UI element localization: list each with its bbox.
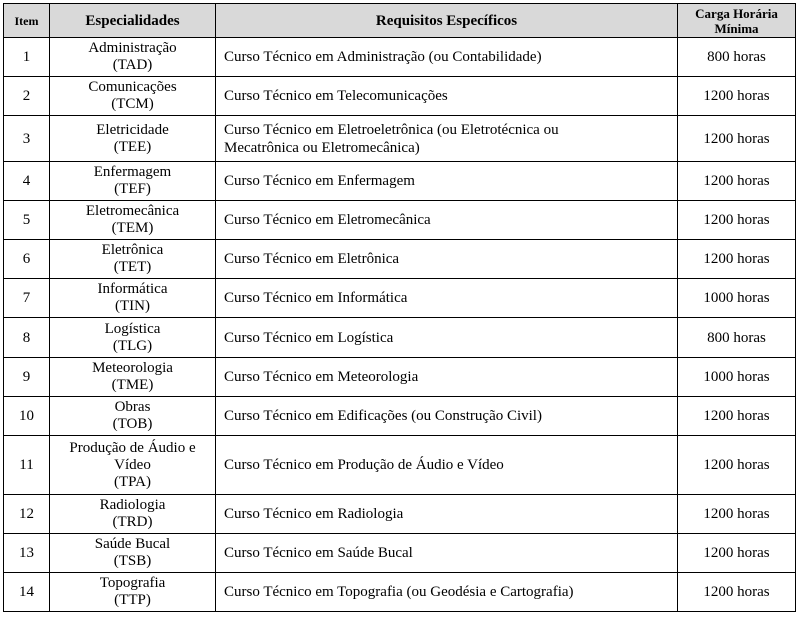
item-number-cell: 4 — [4, 162, 50, 201]
specialty-code: (TEM) — [111, 220, 154, 236]
specialty-cell — [50, 77, 216, 116]
requirement-text: Curso Técnico em Radiologia — [224, 506, 404, 522]
specialty-name: Eletromecânica — [85, 203, 180, 219]
specialty-code: (TTP) — [114, 592, 151, 608]
requirement-cell — [216, 358, 678, 397]
item-number-cell: 1 — [4, 38, 50, 77]
specialty-code: (TSB) — [113, 553, 152, 569]
specialty-cell — [50, 573, 216, 612]
specialty-cell — [50, 495, 216, 534]
requirement-cell — [216, 318, 678, 358]
table-row — [4, 240, 796, 279]
specialty-name: Topografia — [99, 575, 166, 591]
table-row — [4, 201, 796, 240]
hours-cell: 1200 horas — [678, 116, 796, 162]
requirement-text: Curso Técnico em Eletrônica — [224, 251, 400, 267]
item-number-cell: 12 — [4, 495, 50, 534]
table-row — [4, 397, 796, 436]
item-number-cell: 7 — [4, 279, 50, 318]
specialty-name: Informática — [97, 281, 168, 297]
table-row — [4, 116, 796, 162]
specialty-name-cont: Vídeo — [114, 456, 151, 473]
specialty-cell — [50, 116, 216, 162]
item-number-cell: 11 — [4, 436, 50, 495]
specialty-code: (TET) — [113, 259, 152, 275]
specialty-name: Produção de Áudio e — [69, 439, 196, 456]
table-row — [4, 436, 796, 495]
requirement-text: Curso Técnico em Administração (ou Contabilidade) — [224, 49, 542, 65]
specialty-code: (TAD) — [112, 57, 153, 73]
table-row — [4, 573, 796, 612]
specialty-cell — [50, 240, 216, 279]
item-number-cell: 3 — [4, 116, 50, 162]
hours-cell: 800 horas — [678, 38, 796, 77]
table-row — [4, 279, 796, 318]
specialty-cell — [50, 201, 216, 240]
requirement-text: Curso Técnico em Edificações (ou Construção Civil) — [224, 408, 542, 424]
requirement-text: Curso Técnico em Eletromecânica — [224, 212, 431, 228]
requirement-text-cont: Mecatrônica ou Eletromecânica) — [224, 139, 420, 156]
specialty-cell — [50, 162, 216, 201]
requirement-cell — [216, 201, 678, 240]
hours-cell: 1000 horas — [678, 358, 796, 397]
specialty-code: (TOB) — [112, 416, 153, 432]
table-row — [4, 318, 796, 358]
hours-cell: 1200 horas — [678, 162, 796, 201]
hours-cell: 1200 horas — [678, 397, 796, 436]
specialty-cell — [50, 358, 216, 397]
requirement-cell — [216, 38, 678, 77]
requirement-text: Curso Técnico em Saúde Bucal — [224, 545, 413, 561]
requirement-text: Curso Técnico em Topografia (ou Geodésia e Cartografia) — [224, 584, 574, 600]
specialty-name: Enfermagem — [93, 164, 172, 180]
specialty-name: Administração — [88, 40, 177, 56]
item-number-cell: 9 — [4, 358, 50, 397]
header-row — [4, 4, 796, 38]
specialty-cell — [50, 318, 216, 358]
specialty-name: Obras — [114, 399, 151, 415]
table-row — [4, 534, 796, 573]
header-requisitos: Requisitos Específicos — [216, 4, 678, 38]
specialty-code: (TIN) — [115, 298, 150, 314]
requirement-cell — [216, 77, 678, 116]
hours-cell: 1200 horas — [678, 201, 796, 240]
hours-cell: 1200 horas — [678, 77, 796, 116]
requirement-text: Curso Técnico em Meteorologia — [224, 369, 419, 385]
specialty-name: Comunicações — [88, 79, 177, 95]
header-item: Item — [4, 4, 50, 38]
specialty-cell — [50, 436, 216, 495]
item-number-cell: 10 — [4, 397, 50, 436]
specialty-name: Logística — [104, 320, 161, 337]
table-row — [4, 358, 796, 397]
item-number-cell: 13 — [4, 534, 50, 573]
header-carga-line1: Carga Horária — [695, 5, 778, 21]
specialty-code: (TEF) — [114, 181, 151, 197]
header-carga-line2: Mínima — [714, 20, 759, 36]
hours-cell: 800 horas — [678, 318, 796, 358]
specialty-code: (TCM) — [111, 96, 154, 112]
specialty-name: Saúde Bucal — [94, 536, 171, 552]
specialty-name: Radiologia — [99, 497, 166, 513]
specialty-cell — [50, 397, 216, 436]
hours-cell: 1200 horas — [678, 495, 796, 534]
item-number-cell: 2 — [4, 77, 50, 116]
requirement-cell — [216, 240, 678, 279]
specialty-code: (TPA) — [114, 473, 151, 490]
header-carga-horaria — [678, 4, 796, 38]
requirement-cell — [216, 495, 678, 534]
table-row — [4, 495, 796, 534]
hours-cell: 1200 horas — [678, 573, 796, 612]
specialty-name: Eletricidade — [96, 121, 169, 138]
header-especialidades: Especialidades — [50, 4, 216, 38]
requirement-text: Curso Técnico em Informática — [224, 290, 408, 306]
requirement-text: Curso Técnico em Logística — [224, 329, 394, 346]
specialty-cell — [50, 38, 216, 77]
specialty-name: Meteorologia — [92, 360, 173, 376]
requirement-cell — [216, 397, 678, 436]
hours-cell: 1200 horas — [678, 240, 796, 279]
specialty-code: (TLG) — [112, 337, 153, 354]
table-row — [4, 38, 796, 77]
requirement-text: Curso Técnico em Produção de Áudio e Vídeo — [224, 457, 504, 473]
requirement-cell — [216, 534, 678, 573]
specialty-code: (TEE) — [113, 138, 152, 155]
specialty-code: (TRD) — [112, 514, 153, 530]
specialty-name: Eletrônica — [101, 242, 164, 258]
requirement-cell — [216, 279, 678, 318]
requirement-cell — [216, 436, 678, 495]
table-row — [4, 162, 796, 201]
hours-cell: 1000 horas — [678, 279, 796, 318]
hours-cell: 1200 horas — [678, 436, 796, 495]
requirement-cell — [216, 116, 678, 162]
hours-cell: 1200 horas — [678, 534, 796, 573]
table-row — [4, 77, 796, 116]
specialty-cell — [50, 279, 216, 318]
item-number-cell: 5 — [4, 201, 50, 240]
requirements-table — [3, 3, 796, 612]
item-number-cell: 6 — [4, 240, 50, 279]
specialty-cell — [50, 534, 216, 573]
item-number-cell: 8 — [4, 318, 50, 358]
requirement-text: Curso Técnico em Eletroeletrônica (ou Eletrotécnica ou — [224, 121, 559, 138]
item-number-cell: 14 — [4, 573, 50, 612]
requirement-cell — [216, 573, 678, 612]
requirement-text: Curso Técnico em Telecomunicações — [224, 88, 448, 104]
requirement-cell — [216, 162, 678, 201]
requirement-text: Curso Técnico em Enfermagem — [224, 173, 415, 189]
specialty-code: (TME) — [111, 377, 154, 393]
